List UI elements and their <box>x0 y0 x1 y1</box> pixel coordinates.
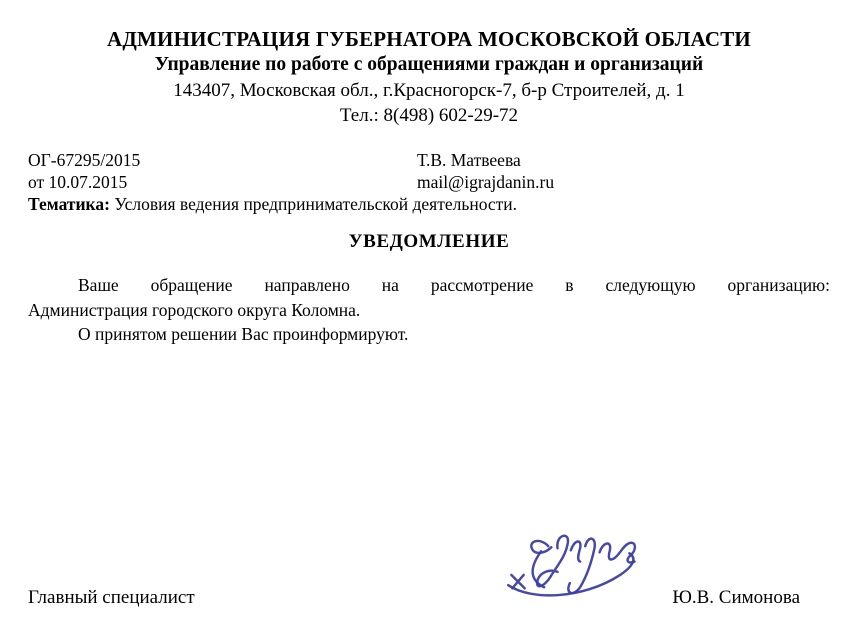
topic-line <box>28 193 830 215</box>
reference-date: от 10.07.2015 <box>28 172 128 192</box>
signature-stroke <box>533 551 545 587</box>
org-department: Управление по работе с обращениями граждан и организаций <box>154 54 704 75</box>
topic-value: Условия ведения предпринимательской деятельности. <box>114 194 518 214</box>
org-phone: Тел.: 8(498) 602-29-72 <box>339 105 519 126</box>
reference-number: ОГ-67295/2015 <box>28 150 141 170</box>
signer-name: Ю.В. Симонова <box>672 587 800 608</box>
signature-stroke <box>571 541 581 561</box>
addressee-email: mail@igrajdanin.ru <box>417 172 555 192</box>
body-line-3: О принятом решении Вас проинформируют. <box>78 324 409 344</box>
org-address: 143407, Московская обл., г.Красногорск-7, б-р Строителей, д. 1 <box>173 80 685 101</box>
signature-row <box>28 586 800 610</box>
signer-position: Главный специалист <box>28 587 195 608</box>
document-title: УВЕДОМЛЕНИЕ <box>348 231 510 252</box>
body-line-1: Ваше обращение направлено на рассмотрение в следующую организацию: <box>78 275 830 295</box>
reference-grid <box>28 149 830 193</box>
reference-block <box>28 149 830 215</box>
addressee-name: Т.В. Матвеева <box>417 150 521 170</box>
letterhead <box>0 0 858 128</box>
document-body <box>28 273 830 347</box>
body-line-2: Администрация городского округа Коломна. <box>28 299 361 320</box>
topic-label: Тематика: <box>28 194 110 214</box>
signature-stroke <box>537 536 568 586</box>
org-name: АДМИНИСТРАЦИЯ ГУБЕРНАТОРА МОСКОВСКОЙ ОБЛАСТИ <box>107 27 751 51</box>
